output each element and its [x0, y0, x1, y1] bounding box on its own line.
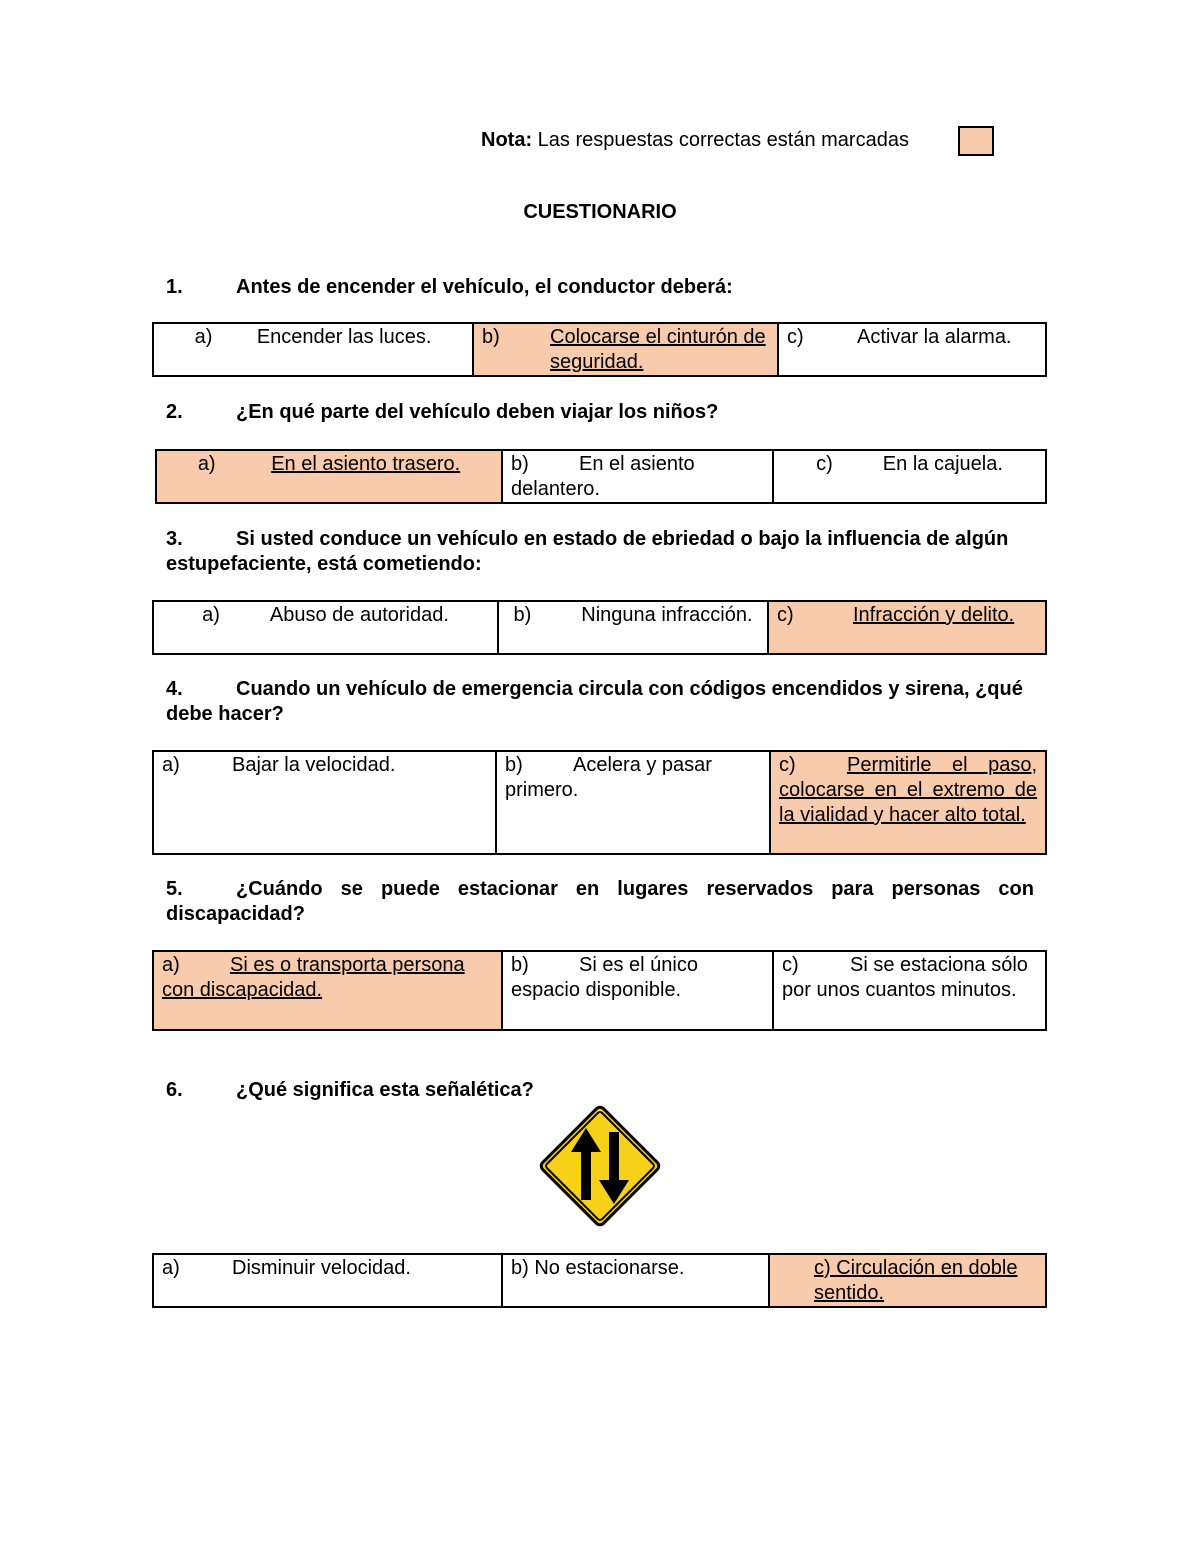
- question-number: 3.: [166, 528, 183, 550]
- option-letter: c): [814, 1257, 831, 1279]
- option-text: No estacionarse.: [534, 1257, 685, 1279]
- option-letter: a): [202, 604, 220, 626]
- option-text: Circulación en doble sentido.: [814, 1257, 1018, 1304]
- question-text: ¿Cuándo se puede estacionar en lugares reservados para personas con discapacidad?: [166, 878, 1034, 925]
- question-text: Cuando un vehículo de emergencia circula con códigos encendidos y sirena, ¿qué debe hacer?: [166, 678, 1023, 725]
- option-letter: c): [816, 453, 833, 475]
- option-1c[interactable]: [778, 323, 1046, 376]
- option-text: Ninguna infracción.: [581, 604, 753, 626]
- option-text: Permitirle el paso, colocarse en el extremo de la vialidad y hacer alto total.: [779, 754, 1037, 826]
- option-text: Acelera y pasar primero.: [505, 754, 712, 801]
- page-title: CUESTIONARIO: [523, 201, 677, 223]
- option-text: En el asiento trasero.: [271, 453, 461, 475]
- answers-table-4: [152, 750, 1047, 855]
- option-text: Si se estaciona sólo por unos cuantos minutos.: [782, 954, 1028, 1001]
- option-6b[interactable]: [502, 1254, 769, 1307]
- question-1: [166, 275, 1034, 300]
- option-letter: a): [162, 1257, 180, 1279]
- option-text: Si es o transporta persona con discapacidad.: [162, 954, 465, 1001]
- answers-table-3: [152, 600, 1047, 655]
- question-number: 6.: [166, 1079, 183, 1101]
- question-number: 1.: [166, 276, 183, 298]
- question-2: [166, 400, 1034, 425]
- option-3a[interactable]: [153, 601, 498, 654]
- question-text: ¿En qué parte del vehículo deben viajar los niños?: [236, 401, 719, 423]
- note-label: Nota:: [481, 129, 533, 151]
- question-5: [166, 877, 1034, 927]
- option-letter: c): [787, 326, 804, 348]
- question-number: 5.: [166, 878, 183, 900]
- answers-table-6: [152, 1253, 1047, 1308]
- option-letter: c): [777, 604, 794, 626]
- two-way-traffic-sign-icon: [536, 1102, 664, 1230]
- option-letter: a): [197, 453, 216, 475]
- option-5c[interactable]: [773, 951, 1046, 1030]
- option-text: Colocarse el cinturón de seguridad.: [550, 326, 766, 373]
- option-5a[interactable]: [153, 951, 502, 1030]
- note-body: Las respuestas correctas están marcadas: [532, 129, 909, 151]
- correct-answer-swatch: [958, 126, 994, 156]
- option-4c[interactable]: [770, 751, 1046, 854]
- option-text: Bajar la velocidad.: [232, 754, 396, 776]
- option-2c[interactable]: [773, 450, 1046, 503]
- answers-table-1: [152, 322, 1047, 377]
- option-letter: b): [511, 453, 529, 475]
- legend-note: [481, 126, 1001, 162]
- option-text: Disminuir velocidad.: [232, 1257, 411, 1279]
- question-6: [166, 1078, 1034, 1103]
- option-letter: a): [194, 326, 213, 348]
- question-4: [166, 677, 1034, 727]
- option-text: Encender las luces.: [256, 326, 432, 348]
- option-letter: b): [511, 954, 529, 976]
- answers-table-2: [155, 449, 1047, 504]
- question-3: [166, 527, 1034, 577]
- option-6c[interactable]: [769, 1254, 1046, 1307]
- option-2b[interactable]: [502, 450, 773, 503]
- question-text: Antes de encender el vehículo, el conductor deberá:: [236, 276, 733, 298]
- option-3c[interactable]: [768, 601, 1046, 654]
- option-text: En la cajuela.: [882, 453, 1003, 475]
- option-2a[interactable]: [156, 450, 502, 503]
- question-text: Si usted conduce un vehículo en estado de ebriedad o bajo la influencia de algún estupefaciente, está cometiendo:: [166, 528, 1009, 575]
- option-1b[interactable]: [473, 323, 778, 376]
- option-letter: c): [782, 954, 799, 976]
- answers-table-5: [152, 950, 1047, 1031]
- option-letter: b): [513, 604, 532, 626]
- option-text: Abuso de autoridad.: [269, 604, 449, 626]
- option-letter: c): [779, 754, 796, 776]
- option-letter: b): [505, 754, 523, 776]
- option-text: Activar la alarma.: [857, 326, 1012, 348]
- option-text: Si es el único espacio disponible.: [511, 954, 698, 1001]
- option-4a[interactable]: [153, 751, 496, 854]
- question-number: 4.: [166, 678, 183, 700]
- option-letter: a): [162, 954, 180, 976]
- note-text: [481, 126, 909, 154]
- option-4b[interactable]: [496, 751, 770, 854]
- question-text: ¿Qué significa esta señalética?: [236, 1079, 534, 1101]
- option-letter: b): [482, 326, 500, 348]
- option-5b[interactable]: [502, 951, 773, 1030]
- option-3b[interactable]: [498, 601, 768, 654]
- option-text: Infracción y delito.: [853, 604, 1015, 626]
- option-text: En el asiento delantero.: [511, 453, 695, 500]
- question-number: 2.: [166, 401, 183, 423]
- option-letter: a): [162, 754, 180, 776]
- option-letter: b): [511, 1257, 529, 1279]
- option-1a[interactable]: [153, 323, 473, 376]
- option-6a[interactable]: [153, 1254, 502, 1307]
